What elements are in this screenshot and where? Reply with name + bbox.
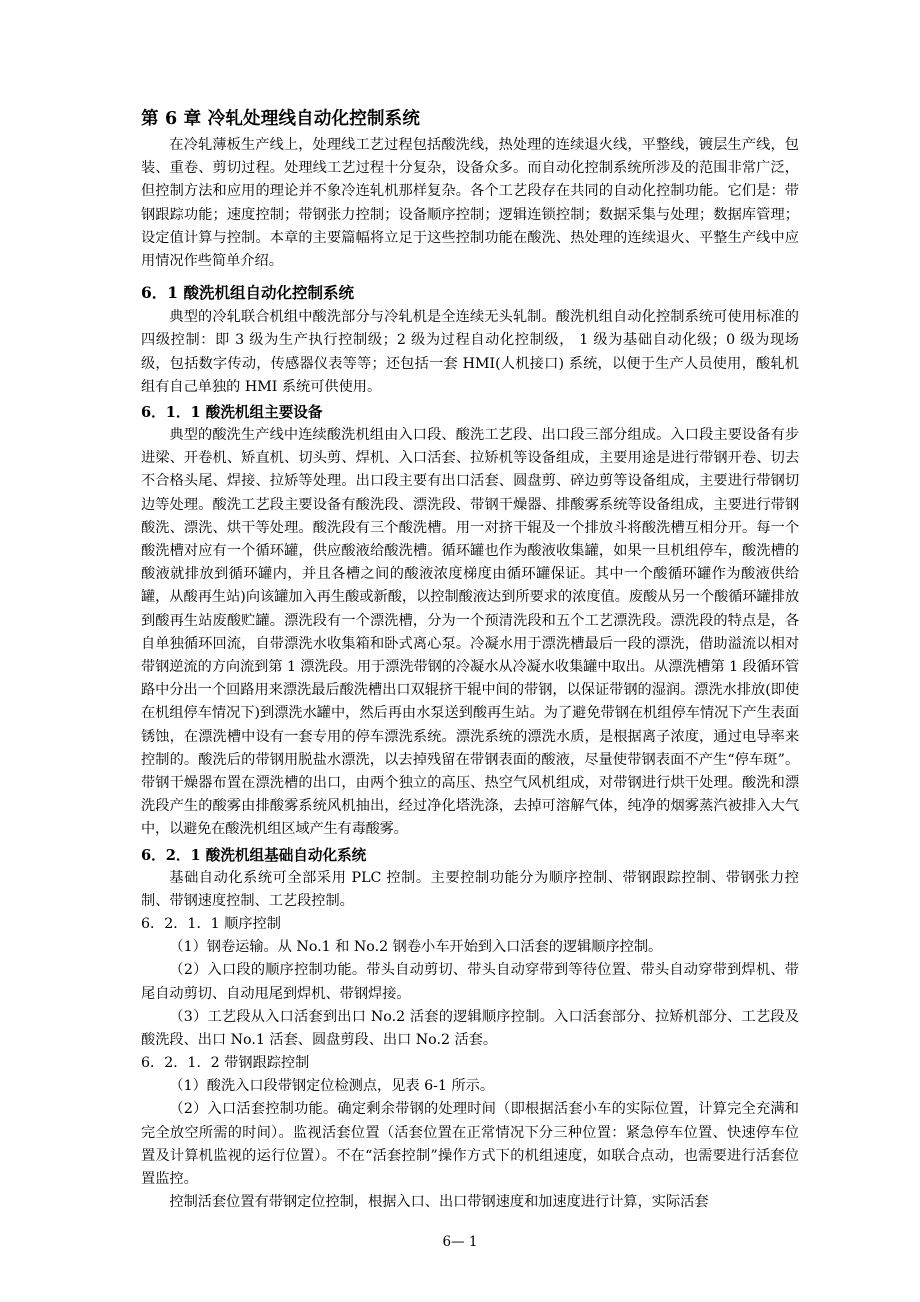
section-6-2-1-paragraph: 基础自动化系统可全部采用 PLC 控制。主要控制功能分为顺序控制、带钢跟踪控制、带钢张力控制、带钢速度控制、工艺段控制。 [141,869,799,909]
section-heading-6-1-1: 6．1．1 酸洗机组主要设备 [141,404,323,422]
section-heading-6-1: 6．1 酸洗机组自动化控制系统 [141,283,354,303]
section-heading-6-2-1-1: 6．2．1．1 顺序控制 [141,916,281,933]
section-6-2-1-2-item-2: （2）入口活套控制功能。确定剩余带钢的处理时间（即根据活套小车的实际位置，计算完全充满和完全放空所需的时间）。监视活套位置（活套位置在正常情况下分三种位置：紧急停车位置、快速停车位置及计算机监视的运行位置）。不在“活套控制”操作方式下的机组速度，如联合点动，也需要进行活套位置监控。 [141,1101,799,1187]
section-6-2-1-1-item-2: （2）入口段的顺序控制功能。带头自动剪切、带头自动穿带到等待位置、带头自动穿带到焊机、带尾自动剪切、自动甩尾到焊机、带钢焊接。 [141,962,799,1002]
chapter-heading: 第 6 章 冷轧处理线自动化控制系统 [141,109,421,129]
section-6-2-1-1-item-1: （1）钢卷运输。从 No.1 和 No.2 钢卷小车开始到入口活套的逻辑顺序控制。 [169,939,663,956]
section-6-1-1-paragraph: 典型的酸洗生产线中连续酸洗机组由入口段、酸洗工艺段、出口段三部分组成。入口段主要设备有步进梁、开卷机、矫直机、切头剪、焊机、入口活套、拉矫机等设备组成，主要用途是进行带钢开卷、切去不合格头尾、焊接、拉矫等处理。出口段主要有出口活套、圆盘剪、碎边剪等设备组成，主要进行带钢切边等处理。酸洗工艺段主要设备有酸洗段、漂洗段、带钢干燥器、排酸雾系统等设备组成，主要进行带钢酸洗、漂洗、烘干等处理。酸洗段有三个酸洗槽。用一对挤干辊及一个排放斗将酸洗槽互相分开。每一个酸洗槽对应有一个循环罐，供应酸液给酸洗槽。循环罐也作为酸液收集罐，如果一旦机组停车，酸洗槽的酸液就排放到循环罐内，并且各槽之间的酸液浓度梯度由循环罐保证。其中一个酸循环罐作为酸液供给罐，从酸再生站)向该罐加入再生酸或新酸，以控制酸液达到所要求的浓度值。废酸从另一个酸循环罐排放到酸再生站废酸贮罐。漂洗段有一个漂洗槽，分为一个预清洗段和五个工艺漂洗段。漂洗段的特点是，各自单独循环回流，自带漂洗水收集箱和卧式离心泵。冷凝水用于漂洗槽最后一段的漂洗，借助溢流以相对带钢逆流的方向流到第 1 漂洗段。用于漂洗带钢的冷凝水从冷凝水收集罐中取出。从漂洗槽第 1 段循环管路中分出一个回路用来漂洗最后酸洗槽出口双辊挤干辊中间的带钢，以保证带钢的湿润。漂洗水排放(即使在机组停车情况下)到漂洗水罐中，然后再由水泵送到酸再生站。为了避免带钢在机组停车情况下产生表面锈蚀，在漂洗槽中设有一套专用的停车漂洗系统。漂洗系统的漂洗水质，是根据离子浓度，通过电导率来控制的。酸洗后的带钢用脱盐水漂洗，以去掉残留在带钢表面的酸液，尽量使带钢表面不产生“停车斑”。带钢干燥器布置在漂洗槽的出口，由两个独立的高压、热空气风机组成，对带钢进行烘干处理。酸洗和漂洗段产生的酸雾由排酸雾系统风机抽出，经过净化塔洗涤，去掉可溶解气体，纯净的烟雾蒸汽被排入大气中，以避免在酸洗机组区域产生有毒酸雾。 [141,427,799,838]
section-heading-6-2-1-2: 6．2．1．2 带钢跟踪控制 [141,1055,310,1072]
section-heading-6-2-1: 6．2．1 酸洗机组基础自动化系统 [141,846,367,864]
section-6-1-paragraph: 典型的冷轧联合机组中酸洗部分与冷轧机是全连续无头轧制。酸洗机组自动化控制系统可使用标准的四级控制：即 3 级为生产执行控制级；2 级为过程自动化控制级， 1 级为基础自动化级；0 级为现场级，包括数字传动，传感器仪表等等；还包括一套 HMI(人机接口) 系统，以便于生产人员使用，酸轧机组有自己单独的 HMI 系统可供使用。 [141,309,799,395]
section-6-2-1-1-item-3: （3）工艺段从入口活套到出口 No.2 活套的逻辑顺序控制。入口活套部分、拉矫机部分、工艺段及酸洗段、出口 No.1 活套、圆盘剪段、出口 No.2 活套。 [141,1008,799,1048]
section-6-2-1-2-item-3: 控制活套位置有带钢定位控制，根据入口、出口带钢速度和加速度进行计算，实际活套 [169,1194,709,1211]
page-footer: 6— 1 [442,1234,478,1250]
section-6-2-1-2-item-1: （1）酸洗入口段带钢定位检测点，见表 6-1 所示。 [169,1078,495,1095]
chapter-intro-paragraph: 在冷轧薄板生产线上，处理线工艺过程包括酸洗线，热处理的连续退火线，平整线，镀层生产线，包装、重卷、剪切过程。处理线工艺过程十分复杂，设备众多。而自动化控制系统所涉及的范围非常广泛，但控制方法和应用的理论并不象冷连轧机那样复杂。各个工艺段存在共同的自动化控制功能。它们是：带钢跟踪功能；速度控制；带钢张力控制；设备顺序控制；逻辑连锁控制；数据采集与处理；数据库管理；设定值计算与控制。本章的主要篇幅将立足于这些控制功能在酸洗、热处理的连续退火、平整生产线中应用情况作些简单介绍。 [141,137,799,270]
page-content [141,106,799,1214]
